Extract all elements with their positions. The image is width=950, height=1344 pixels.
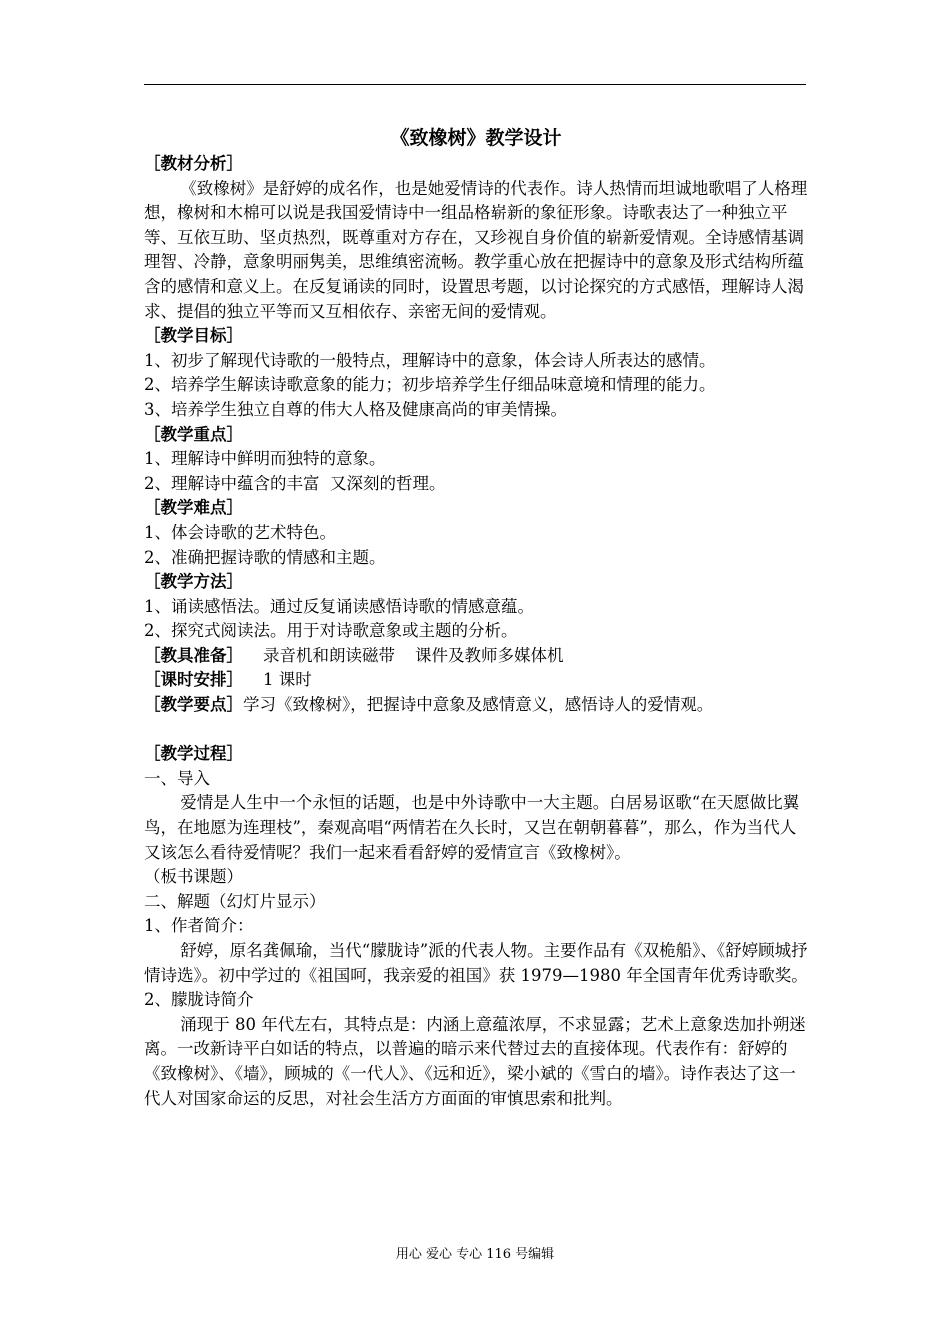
subsection-title: 2、朦胧诗简介 <box>144 990 254 1010</box>
difficulty-item: 2、准确把握诗歌的情感和主题。 <box>144 547 386 567</box>
schedule-value: 1 课时 <box>263 670 312 690</box>
schedule-line <box>144 668 808 693</box>
page-footer: 用心 爱心 专心 116 号编辑 <box>395 1247 555 1262</box>
misty-poetry-paragraph: 涌现于 80 年代左右，其特点是：内涵上意蕴浓厚，不求显露；艺术上意象迭加扑朔迷离。一改新诗平白如话的特点，以普遍的暗示来代替过去的直接体现。代表作有：舒婷的《致橡树》、《墙》，顾城的《一代人》、《远和近》，梁小斌的《雪白的墙》。诗作表达了这一代人对国家命运的反思，对社会生活方方面面的审慎思索和批判。 <box>144 1014 806 1108</box>
goal-item: 2、培养学生解读诗歌意象的能力；初步培养学生仔细品味意境和情理的能力。 <box>144 375 716 395</box>
subsection-title: 1、作者简介： <box>144 916 254 936</box>
blackboard-note: （板书课题） <box>144 867 243 887</box>
section-heading-methods: ［教学方法］ <box>144 572 243 592</box>
process-step-title: 一、导入 <box>144 768 210 788</box>
document-title: 《致橡树》教学设计 <box>390 127 562 149</box>
method-item: 1、诵读感悟法。通过反复诵读感悟诗歌的情感意蕴。 <box>144 596 534 616</box>
schedule-label: ［课时安排］ <box>144 670 243 690</box>
goal-item: 3、培养学生独立自尊的伟大人格及健康高尚的审美情操。 <box>144 399 567 419</box>
section-heading-goals: ［教学目标］ <box>144 326 243 346</box>
essentials-value: 学习《致橡树》，把握诗中意象及感情意义，感悟诗人的爱情观。 <box>243 695 714 715</box>
equipment-item: 课件及教师多媒体机 <box>415 645 564 665</box>
document-body <box>144 124 808 1111</box>
equipment-label: ［教具准备］ <box>144 645 243 665</box>
key-point-item: 2、理解诗中蕴含的丰富 又深刻的哲理。 <box>144 473 446 493</box>
key-point-item: 1、理解诗中鲜明而独特的意象。 <box>144 449 386 469</box>
goal-item: 1、初步了解现代诗歌的一般特点，理解诗中的意象，体会诗人所表达的感情。 <box>144 350 716 370</box>
author-paragraph: 舒婷，原名龚佩瑜，当代“朦胧诗”派的代表人物。主要作品有《双桅船》、《舒婷顾城抒情诗选》。初中学过的《祖国呵，我亲爱的祖国》获 1979—1980 年全国青年优秀诗歌奖。 <box>144 941 808 985</box>
intro-paragraph: 爱情是人生中一个永恒的话题，也是中外诗歌中一大主题。白居易讴歌“在天愿做比翼鸟，在地愿为连理枝”，秦观高唱“两情若在久长时，又岂在朝朝暮暮”，那么，作为当代人又该怎么看待爱情呢？我们一起来看看舒婷的爱情宣言《致橡树》。 <box>144 793 800 862</box>
process-step-title: 二、解题（幻灯片显示） <box>144 891 326 911</box>
essentials-label: ［教学要点］ <box>144 695 243 715</box>
essentials-line <box>144 693 808 718</box>
method-item: 2、探究式阅读法。用于对诗歌意象或主题的分析。 <box>144 621 518 641</box>
difficulty-item: 1、体会诗歌的艺术特色。 <box>144 522 336 542</box>
equipment-item: 录音机和朗读磁带 <box>263 645 395 665</box>
header-rule <box>144 84 806 85</box>
equipment-line <box>144 644 808 669</box>
section-heading-key-points: ［教学重点］ <box>144 424 243 444</box>
section-heading-difficulties: ［教学难点］ <box>144 498 243 518</box>
section-heading-process: ［教学过程］ <box>144 744 243 764</box>
section-heading-analysis: ［教材分析］ <box>144 154 243 173</box>
analysis-paragraph: 《致橡树》是舒婷的成名作，也是她爱情诗的代表作。诗人热情而坦诚地歌唱了人格理想，橡树和木棉可以说是我国爱情诗中一组品格崭新的象征形象。诗歌表达了一种独立平等、互依互助、坚贞热烈，既尊重对方存在，又珍视自身价值的崭新爱情观。全诗感情基调理智、冷静，意象明丽隽美，思维缜密流畅。教学重心放在把握诗中的意象及形式结构所蕴含的感情和意义上。在反复诵读的同时，设置思考题，以讨论探究的方式感悟，理解诗人渴求、提倡的独立平等而又互相依存、亲密无间的爱情观。 <box>144 178 808 321</box>
